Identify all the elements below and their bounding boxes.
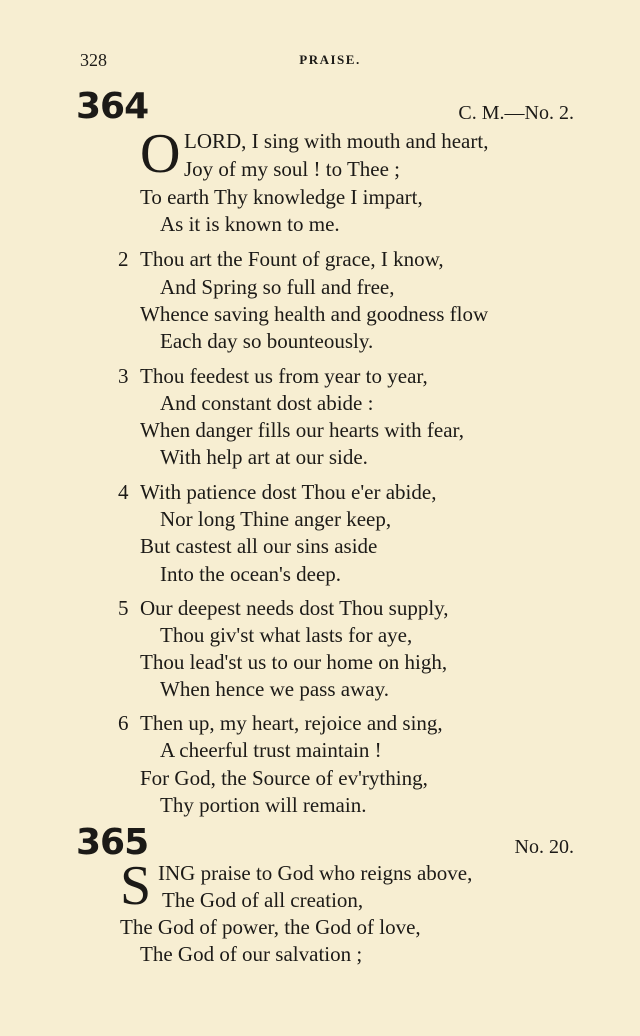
verse-line: When danger fills our hearts with fear, — [140, 418, 464, 442]
verse-line: Whence saving health and goodness flow — [140, 302, 489, 326]
hymn-number: 365 — [76, 822, 149, 863]
verse-line: 6 Then up, my heart, rejoice and sing, — [118, 711, 443, 735]
verse-line: Thou lead'st us to our home on high, — [140, 650, 448, 674]
hymn-meter: No. 20. — [514, 836, 574, 858]
verse-line: Thy portion will remain. — [160, 793, 367, 817]
verse-line: When hence we pass away. — [160, 677, 389, 701]
verse-number: 4 — [118, 480, 129, 504]
verse-number: 3 — [118, 364, 129, 388]
verse-line: A cheerful trust maintain ! — [160, 738, 382, 762]
verse-line: The God of our salvation ; — [140, 942, 363, 966]
verse-line: The God of power, the God of love, — [120, 915, 421, 939]
hymn-number: 364 — [76, 86, 149, 127]
hymn-meter: C. M.—No. 2. — [458, 102, 574, 124]
verse-number: 5 — [118, 596, 129, 620]
verse-line: 2 Thou art the Fount of grace, I know, — [118, 247, 444, 271]
verse-line: And Spring so full and free, — [160, 275, 395, 299]
verse-line: LORD, I sing with mouth and heart, — [184, 129, 489, 153]
verse-line: ING praise to God who reigns above, — [158, 861, 473, 885]
drop-cap: S — [120, 855, 152, 917]
verse-line: To earth Thy knowledge I impart, — [140, 185, 423, 209]
verse-line: Each day so bounteously. — [160, 329, 374, 353]
verse-line: Thou giv'st what lasts for aye, — [160, 623, 413, 647]
verse-line: With help art at our side. — [160, 445, 368, 469]
verse-line: 4 With patience dost Thou e'er abide, — [118, 480, 437, 504]
verse-line: As it is known to me. — [160, 212, 340, 236]
verse-line: For God, the Source of ev'rything, — [140, 766, 428, 790]
verse-line: Into the ocean's deep. — [160, 562, 342, 586]
section-title: PRAISE. — [299, 52, 361, 67]
verse-line: Nor long Thine anger keep, — [160, 507, 392, 531]
running-head — [80, 50, 580, 74]
verse-line: But castest all our sins aside — [140, 534, 378, 558]
verse-line: 3 Thou feedest us from year to year, — [118, 364, 428, 388]
verse-line: 5 Our deepest needs dost Thou supply, — [118, 596, 449, 620]
verse-line: And constant dost abide : — [160, 391, 374, 415]
verse-number: 2 — [118, 247, 129, 271]
page-number: 328 — [80, 50, 107, 70]
verse-line: The God of all creation, — [162, 888, 364, 912]
verse-line: Joy of my soul ! to Thee ; — [184, 157, 401, 181]
drop-cap: O — [140, 123, 181, 185]
verse-number: 6 — [118, 711, 129, 735]
